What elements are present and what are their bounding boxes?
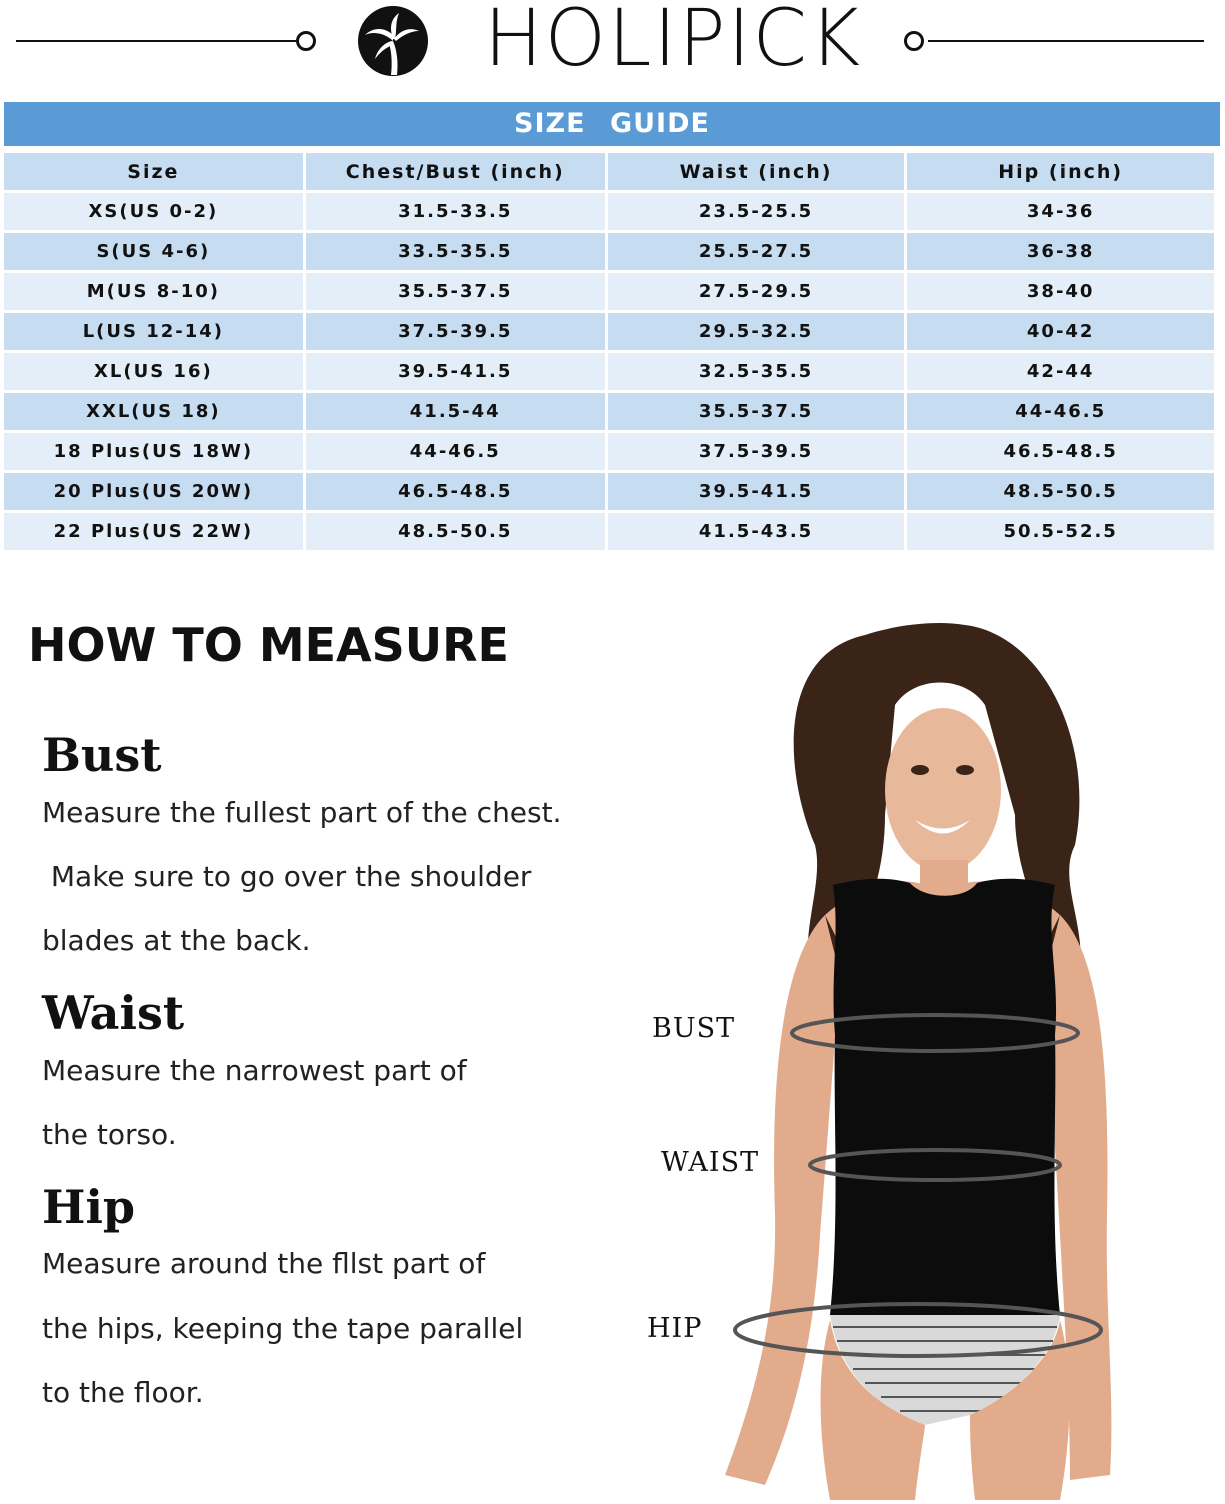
hip-text-line: Measure around the fllst part of <box>42 1247 486 1280</box>
measurement-cell: 27.5-29.5 <box>608 273 905 310</box>
size-table-header-cell: Waist (inch) <box>608 153 905 190</box>
measurement-cell: 29.5-32.5 <box>608 313 905 350</box>
measurement-cell: 44-46.5 <box>907 393 1214 430</box>
measurement-cell: 39.5-41.5 <box>306 353 605 390</box>
header-divider-dot-left <box>296 31 316 51</box>
hip-label: HIP <box>647 1313 703 1344</box>
waist-text-line: the torso. <box>42 1118 177 1151</box>
size-table-body <box>4 153 1214 550</box>
measurement-cell: 48.5-50.5 <box>306 513 605 550</box>
waist-text-line: Measure the narrowest part of <box>42 1054 467 1087</box>
size-table <box>1 150 1217 553</box>
measurement-cell: 33.5-35.5 <box>306 233 605 270</box>
measurement-cell: 37.5-39.5 <box>608 433 905 470</box>
measurement-cell: 39.5-41.5 <box>608 473 905 510</box>
size-table-row <box>4 393 1214 430</box>
hip-text-line: the hips, keeping the tape parallel <box>42 1312 524 1345</box>
size-label-cell: 22 Plus(US 22W) <box>4 513 303 550</box>
size-table-row <box>4 193 1214 230</box>
bust-text-line: Make sure to go over the shoulder <box>42 860 532 893</box>
measurement-cell: 50.5-52.5 <box>907 513 1214 550</box>
size-label-cell: 18 Plus(US 18W) <box>4 433 303 470</box>
size-guide-title: SIZE GUIDE <box>4 102 1220 146</box>
measurement-cell: 23.5-25.5 <box>608 193 905 230</box>
size-label-cell: S(US 4-6) <box>4 233 303 270</box>
size-table-header-cell: Chest/Bust (inch) <box>306 153 605 190</box>
measurement-cell: 38-40 <box>907 273 1214 310</box>
brand-name: HOLIPICK <box>484 0 863 84</box>
measurement-cell: 35.5-37.5 <box>306 273 605 310</box>
waist-label: WAIST <box>661 1147 760 1178</box>
bust-text-line: blades at the back. <box>42 924 311 957</box>
size-label-cell: 20 Plus(US 20W) <box>4 473 303 510</box>
size-table-row <box>4 513 1214 550</box>
size-table-row <box>4 353 1214 390</box>
measurement-cell: 41.5-44 <box>306 393 605 430</box>
size-table-row <box>4 233 1214 270</box>
measurement-cell: 42-44 <box>907 353 1214 390</box>
bust-text-line: Measure the fullest part of the chest. <box>42 796 562 829</box>
bust-heading: Bust <box>42 728 162 782</box>
waist-heading: Waist <box>42 986 185 1040</box>
size-label-cell: L(US 12-14) <box>4 313 303 350</box>
bust-label: BUST <box>652 1013 736 1044</box>
measurement-cell: 46.5-48.5 <box>907 433 1214 470</box>
size-table-row <box>4 473 1214 510</box>
size-table-row <box>4 433 1214 470</box>
size-label-cell: XXL(US 18) <box>4 393 303 430</box>
measurement-cell: 31.5-33.5 <box>306 193 605 230</box>
hip-heading: Hip <box>42 1180 136 1234</box>
measurement-cell: 36-38 <box>907 233 1214 270</box>
header-divider-dot-right <box>904 31 924 51</box>
size-table-header-row <box>4 153 1214 190</box>
size-table-header-cell: Hip (inch) <box>907 153 1214 190</box>
measurement-cell: 25.5-27.5 <box>608 233 905 270</box>
measurement-cell: 32.5-35.5 <box>608 353 905 390</box>
measurement-cell: 41.5-43.5 <box>608 513 905 550</box>
size-table-row <box>4 273 1214 310</box>
measurement-cell: 34-36 <box>907 193 1214 230</box>
measurement-cell: 37.5-39.5 <box>306 313 605 350</box>
size-label-cell: XL(US 16) <box>4 353 303 390</box>
size-table-header-cell: Size <box>4 153 303 190</box>
header-divider-right <box>928 40 1204 42</box>
measurement-cell: 35.5-37.5 <box>608 393 905 430</box>
palm-tree-icon <box>355 5 431 77</box>
measurement-cell: 46.5-48.5 <box>306 473 605 510</box>
size-label-cell: M(US 8-10) <box>4 273 303 310</box>
measurement-cell: 48.5-50.5 <box>907 473 1214 510</box>
size-label-cell: XS(US 0-2) <box>4 193 303 230</box>
size-table-row <box>4 313 1214 350</box>
header-divider-left <box>16 40 296 42</box>
how-to-measure-title: HOW TO MEASURE <box>28 618 509 672</box>
measurement-cell: 40-42 <box>907 313 1214 350</box>
hip-text-line: to the floor. <box>42 1376 204 1409</box>
measurement-cell: 44-46.5 <box>306 433 605 470</box>
model-photo <box>715 615 1135 1500</box>
